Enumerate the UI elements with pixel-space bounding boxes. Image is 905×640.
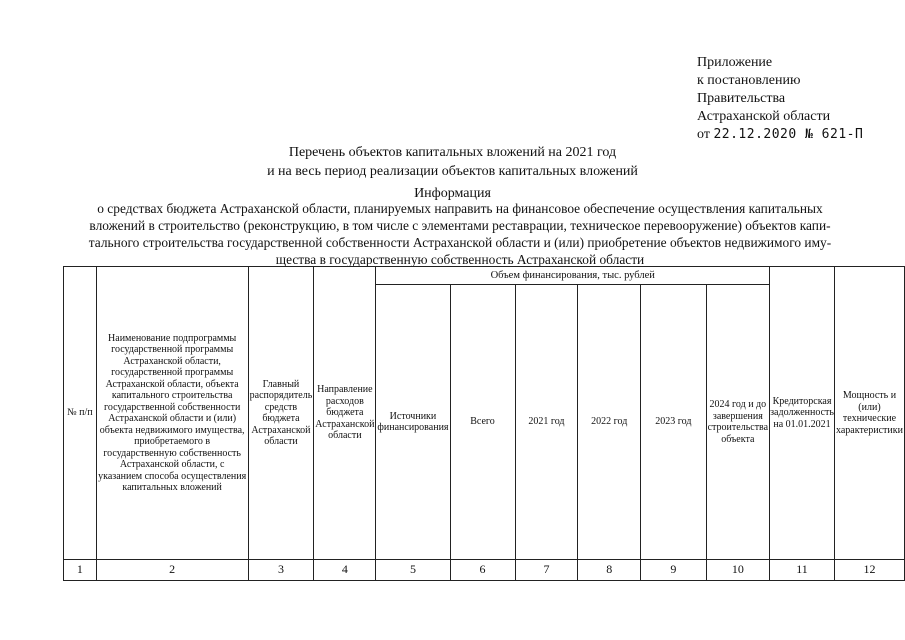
header-col-capacity: Мощность и (или) технические характеристики: [834, 267, 904, 560]
intro-line-3: тального строительства государственной собственности Астраханской области и (или) приобретение объектов недвижимого иму-: [88, 235, 832, 250]
intro-line-1: о средствах бюджета Астраханской области, планируемых направить на финансовое обеспечение осуществления капитальных: [97, 201, 823, 216]
index-cell: 11: [770, 560, 835, 581]
appendix-block: [697, 54, 863, 144]
header-col-name: Наименование подпрограммы государственной программы Астраханской области, государственной программы Астраханской области, объекта капитального строительства государственной собственности Астраханской области и (или) объекта недвижимого имущества, приобретаемого в государственную собственность Астраханской области, с указанием способа осуществления капитальных вложений: [96, 267, 248, 560]
index-cell: 5: [376, 560, 450, 581]
column-index-row: [64, 560, 905, 581]
header-col-2024-completion: 2024 год и до завершения строительства объекта: [706, 285, 769, 560]
document-title-line-1: Перечень объектов капитальных вложений на 2021 год: [288, 145, 617, 160]
header-financing-group: Объем финансирования, тыс. рублей: [376, 267, 770, 285]
appendix-date-prefix: от: [697, 127, 710, 142]
header-col-debt: Кредиторская задолженность на 01.01.2021: [770, 267, 835, 560]
index-cell: 6: [450, 560, 515, 581]
index-cell: 12: [834, 560, 904, 581]
header-col-2022: 2022 год: [578, 285, 641, 560]
index-cell: 1: [64, 560, 97, 581]
appendix-line-1: Приложение: [697, 55, 773, 70]
capital-investment-table: [63, 266, 905, 581]
index-cell: 3: [248, 560, 314, 581]
index-cell: 7: [515, 560, 578, 581]
appendix-line-2: к постановлению: [697, 73, 801, 88]
header-col-number: № п/п: [64, 267, 97, 560]
appendix-line-5: [697, 126, 863, 144]
index-cell: 2: [96, 560, 248, 581]
document-title-line-2: и на весь период реализации объектов капитальных вложений: [267, 164, 638, 179]
header-col-total: Всего: [450, 285, 515, 560]
header-col-sources: Источники финансирования: [376, 285, 450, 560]
intro-paragraph: [60, 200, 860, 268]
appendix-line-3: Правительства: [697, 91, 786, 106]
header-col-main-manager: Главный распорядитель средств бюджета Астраханской области: [248, 267, 314, 560]
index-cell: 4: [314, 560, 376, 581]
info-heading: Информация: [414, 186, 491, 201]
intro-line-4: щества в государственную собственность Астраханской области: [275, 252, 645, 267]
header-col-2023: 2023 год: [641, 285, 707, 560]
index-cell: 10: [706, 560, 769, 581]
intro-line-2: вложений в строительство (реконструкцию, в том числе с элементами реставрации, техническое перевооружение) объектов капи-: [89, 218, 831, 233]
index-cell: 9: [641, 560, 707, 581]
handwritten-date-number: 22.12.2020 № 621-П: [713, 127, 864, 142]
appendix-line-4: Астраханской области: [697, 109, 831, 124]
header-col-expense-direction: Направление расходов бюджета Астраханской области: [314, 267, 376, 560]
index-cell: 8: [578, 560, 641, 581]
header-col-2021: 2021 год: [515, 285, 578, 560]
